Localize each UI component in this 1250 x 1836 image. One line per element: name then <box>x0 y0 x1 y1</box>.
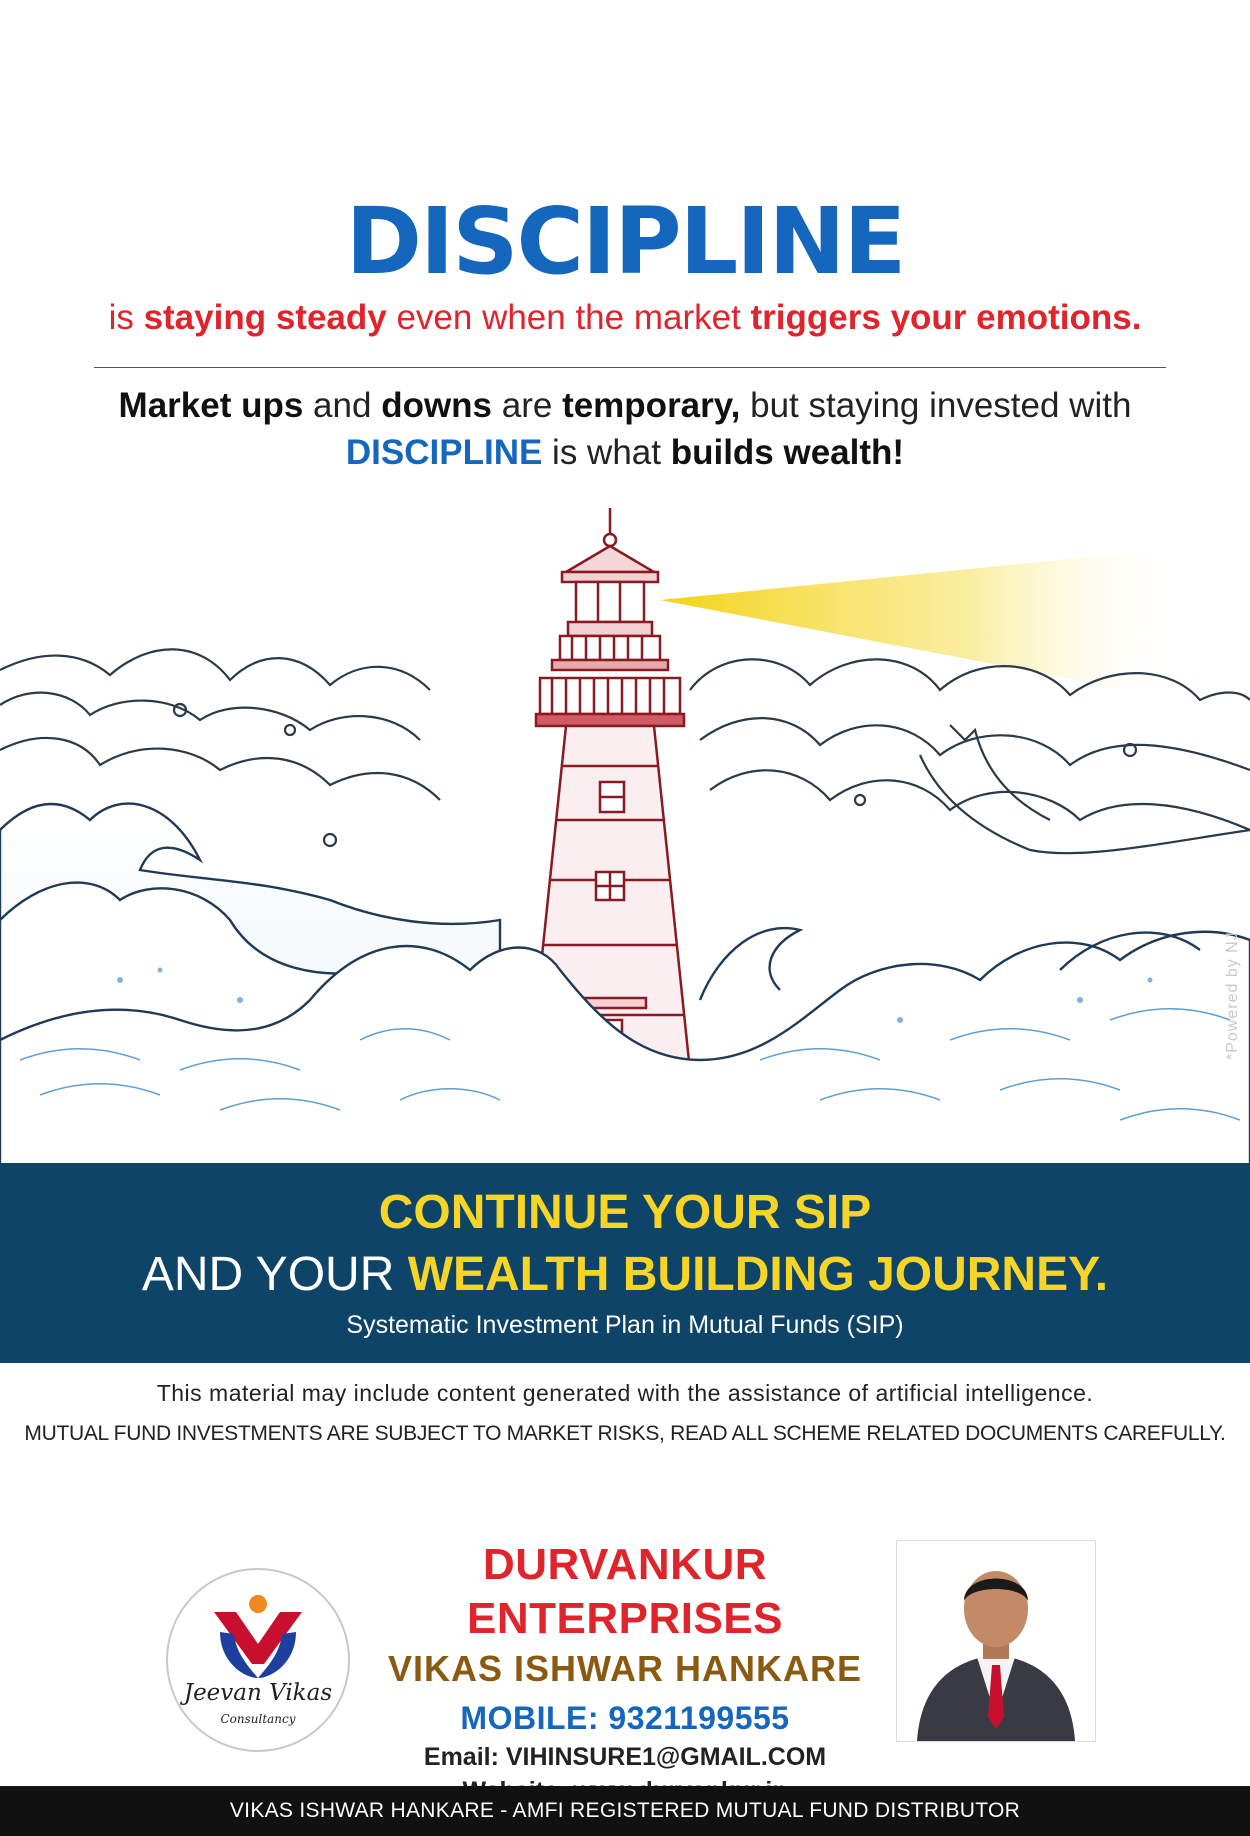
sub-bold-1: Market ups <box>118 386 304 425</box>
risk-disclaimer: MUTUAL FUND INVESTMENTS ARE SUBJECT TO MARKET RISKS, READ ALL SCHEME RELATED DOCUMENTS CAREFULLY. <box>24 1422 1226 1445</box>
powered-by-watermark: *Powered by NJ <box>1224 931 1241 1060</box>
subheadline <box>0 382 1250 476</box>
sub-text-4: is what <box>542 433 671 472</box>
banner-line-1: CONTINUE YOUR SIP <box>378 1186 872 1239</box>
jeevan-vikas-logo-icon <box>206 1592 310 1682</box>
contact-block <box>330 1538 920 1808</box>
tagline-text-2: even when the market <box>386 298 751 337</box>
tagline <box>0 298 1250 338</box>
sub-bold-4: DISCIPLINE <box>345 433 543 472</box>
banner-line-2-bold: WEALTH BUILDING JOURNEY. <box>407 1248 1109 1301</box>
lighthouse-illustration <box>0 500 1250 1165</box>
sub-text-2: are <box>492 386 563 425</box>
footer-bar: VIKAS ISHWAR HANKARE - AMFI REGISTERED MUTUAL FUND DISTRIBUTOR <box>0 1786 1250 1836</box>
logo-subtitle: Consultancy <box>220 1712 296 1726</box>
lighthouse-scene-svg <box>0 500 1250 1165</box>
sip-banner <box>0 1163 1250 1363</box>
advisor-photo <box>896 1540 1096 1742</box>
mobile-number[interactable]: MOBILE: 9321199555 <box>460 1700 790 1736</box>
sub-bold-2: downs <box>381 386 493 425</box>
sub-bold-3: temporary, <box>562 386 741 425</box>
subheadline-line-1 <box>0 382 1250 429</box>
light-beam <box>660 548 1180 700</box>
subheadline-line-2 <box>0 429 1250 476</box>
person-avatar-icon <box>897 1541 1095 1741</box>
headline: DISCIPLINE <box>345 188 905 295</box>
sub-text-1: and <box>303 386 382 425</box>
ai-disclaimer: This material may include content generated with the assistance of artificial intelligence. <box>156 1380 1094 1406</box>
logo-name: Jeevan Vikas <box>183 1680 333 1706</box>
tagline-text-1: is <box>108 298 144 337</box>
person-name: VIKAS ISHWAR HANKARE <box>387 1648 863 1689</box>
banner-line-2-plain: AND YOUR <box>141 1248 408 1301</box>
tagline-bold-2: triggers your emotions. <box>750 298 1142 337</box>
banner-line-2 <box>0 1247 1250 1302</box>
sub-text-3: but staying invested with <box>740 386 1132 425</box>
sub-bold-5: builds wealth! <box>670 433 905 472</box>
divider-line <box>94 367 1166 368</box>
tagline-bold-1: staying steady <box>143 298 387 337</box>
email-address[interactable]: Email: VIHINSURE1@GMAIL.COM <box>423 1743 827 1771</box>
banner-line-3: Systematic Investment Plan in Mutual Funds (SIP) <box>346 1311 904 1339</box>
company-name: DURVANKUR ENTERPRISES <box>466 1540 783 1643</box>
company-logo <box>166 1568 350 1752</box>
